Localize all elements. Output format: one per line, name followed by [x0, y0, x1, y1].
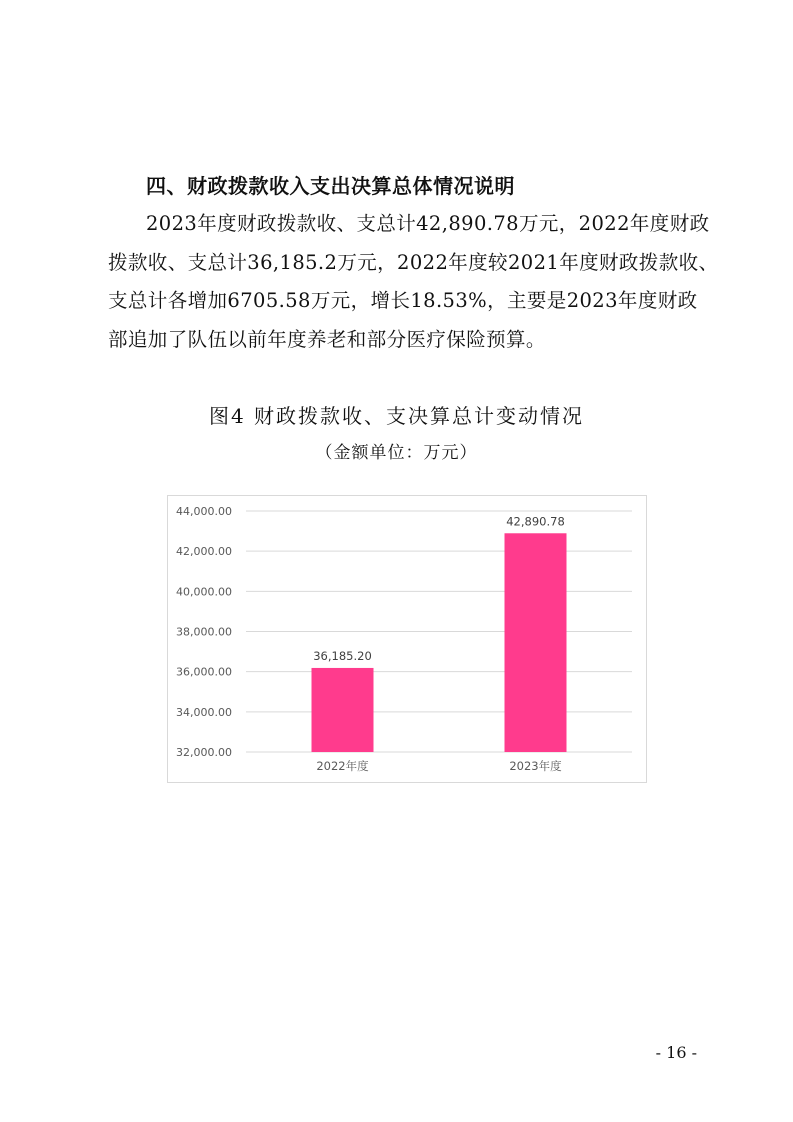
paragraph-line: 拨款收、支总计36,185.2万元，2022年度较2021年度财政拨款收、 — [108, 250, 719, 274]
figure-title: 图4 财政拨款收、支决算总计变动情况 — [208, 404, 585, 428]
paragraph-line: 2023年度财政拨款收、支总计42,890.78万元，2022年度财政 — [146, 212, 710, 235]
page-number: - 16 - — [655, 1043, 697, 1062]
bar — [505, 533, 567, 752]
section-paragraph — [108, 205, 719, 359]
y-tick-label: 34,000.00 — [176, 705, 232, 719]
y-tick-label: 38,000.00 — [176, 625, 232, 639]
data-label: 42,890.78 — [506, 514, 565, 529]
x-tick-label: 2023年度 — [509, 759, 562, 773]
bar-chart-canvas — [168, 496, 646, 782]
y-tick-label: 42,000.00 — [176, 545, 232, 559]
x-tick-label: 2022年度 — [316, 759, 369, 773]
bar — [312, 668, 374, 752]
y-tick-label: 36,000.00 — [176, 665, 232, 679]
y-tick-label: 44,000.00 — [176, 505, 232, 518]
section-heading: 四、财政拨款收入支出决算总体情况说明 — [146, 174, 515, 198]
data-label: 36,185.20 — [313, 648, 372, 663]
y-tick-label: 40,000.00 — [176, 585, 232, 599]
paragraph-line: 支总计各增加6705.58万元，增长18.53%，主要是2023年度财政 — [108, 289, 698, 312]
paragraph-line: 部追加了队伍以前年度养老和部分医疗保险预算。 — [108, 327, 546, 351]
y-tick-label: 32,000.00 — [176, 746, 232, 759]
figure-subtitle: （金额单位：万元） — [315, 443, 478, 463]
bar-chart — [167, 495, 647, 783]
